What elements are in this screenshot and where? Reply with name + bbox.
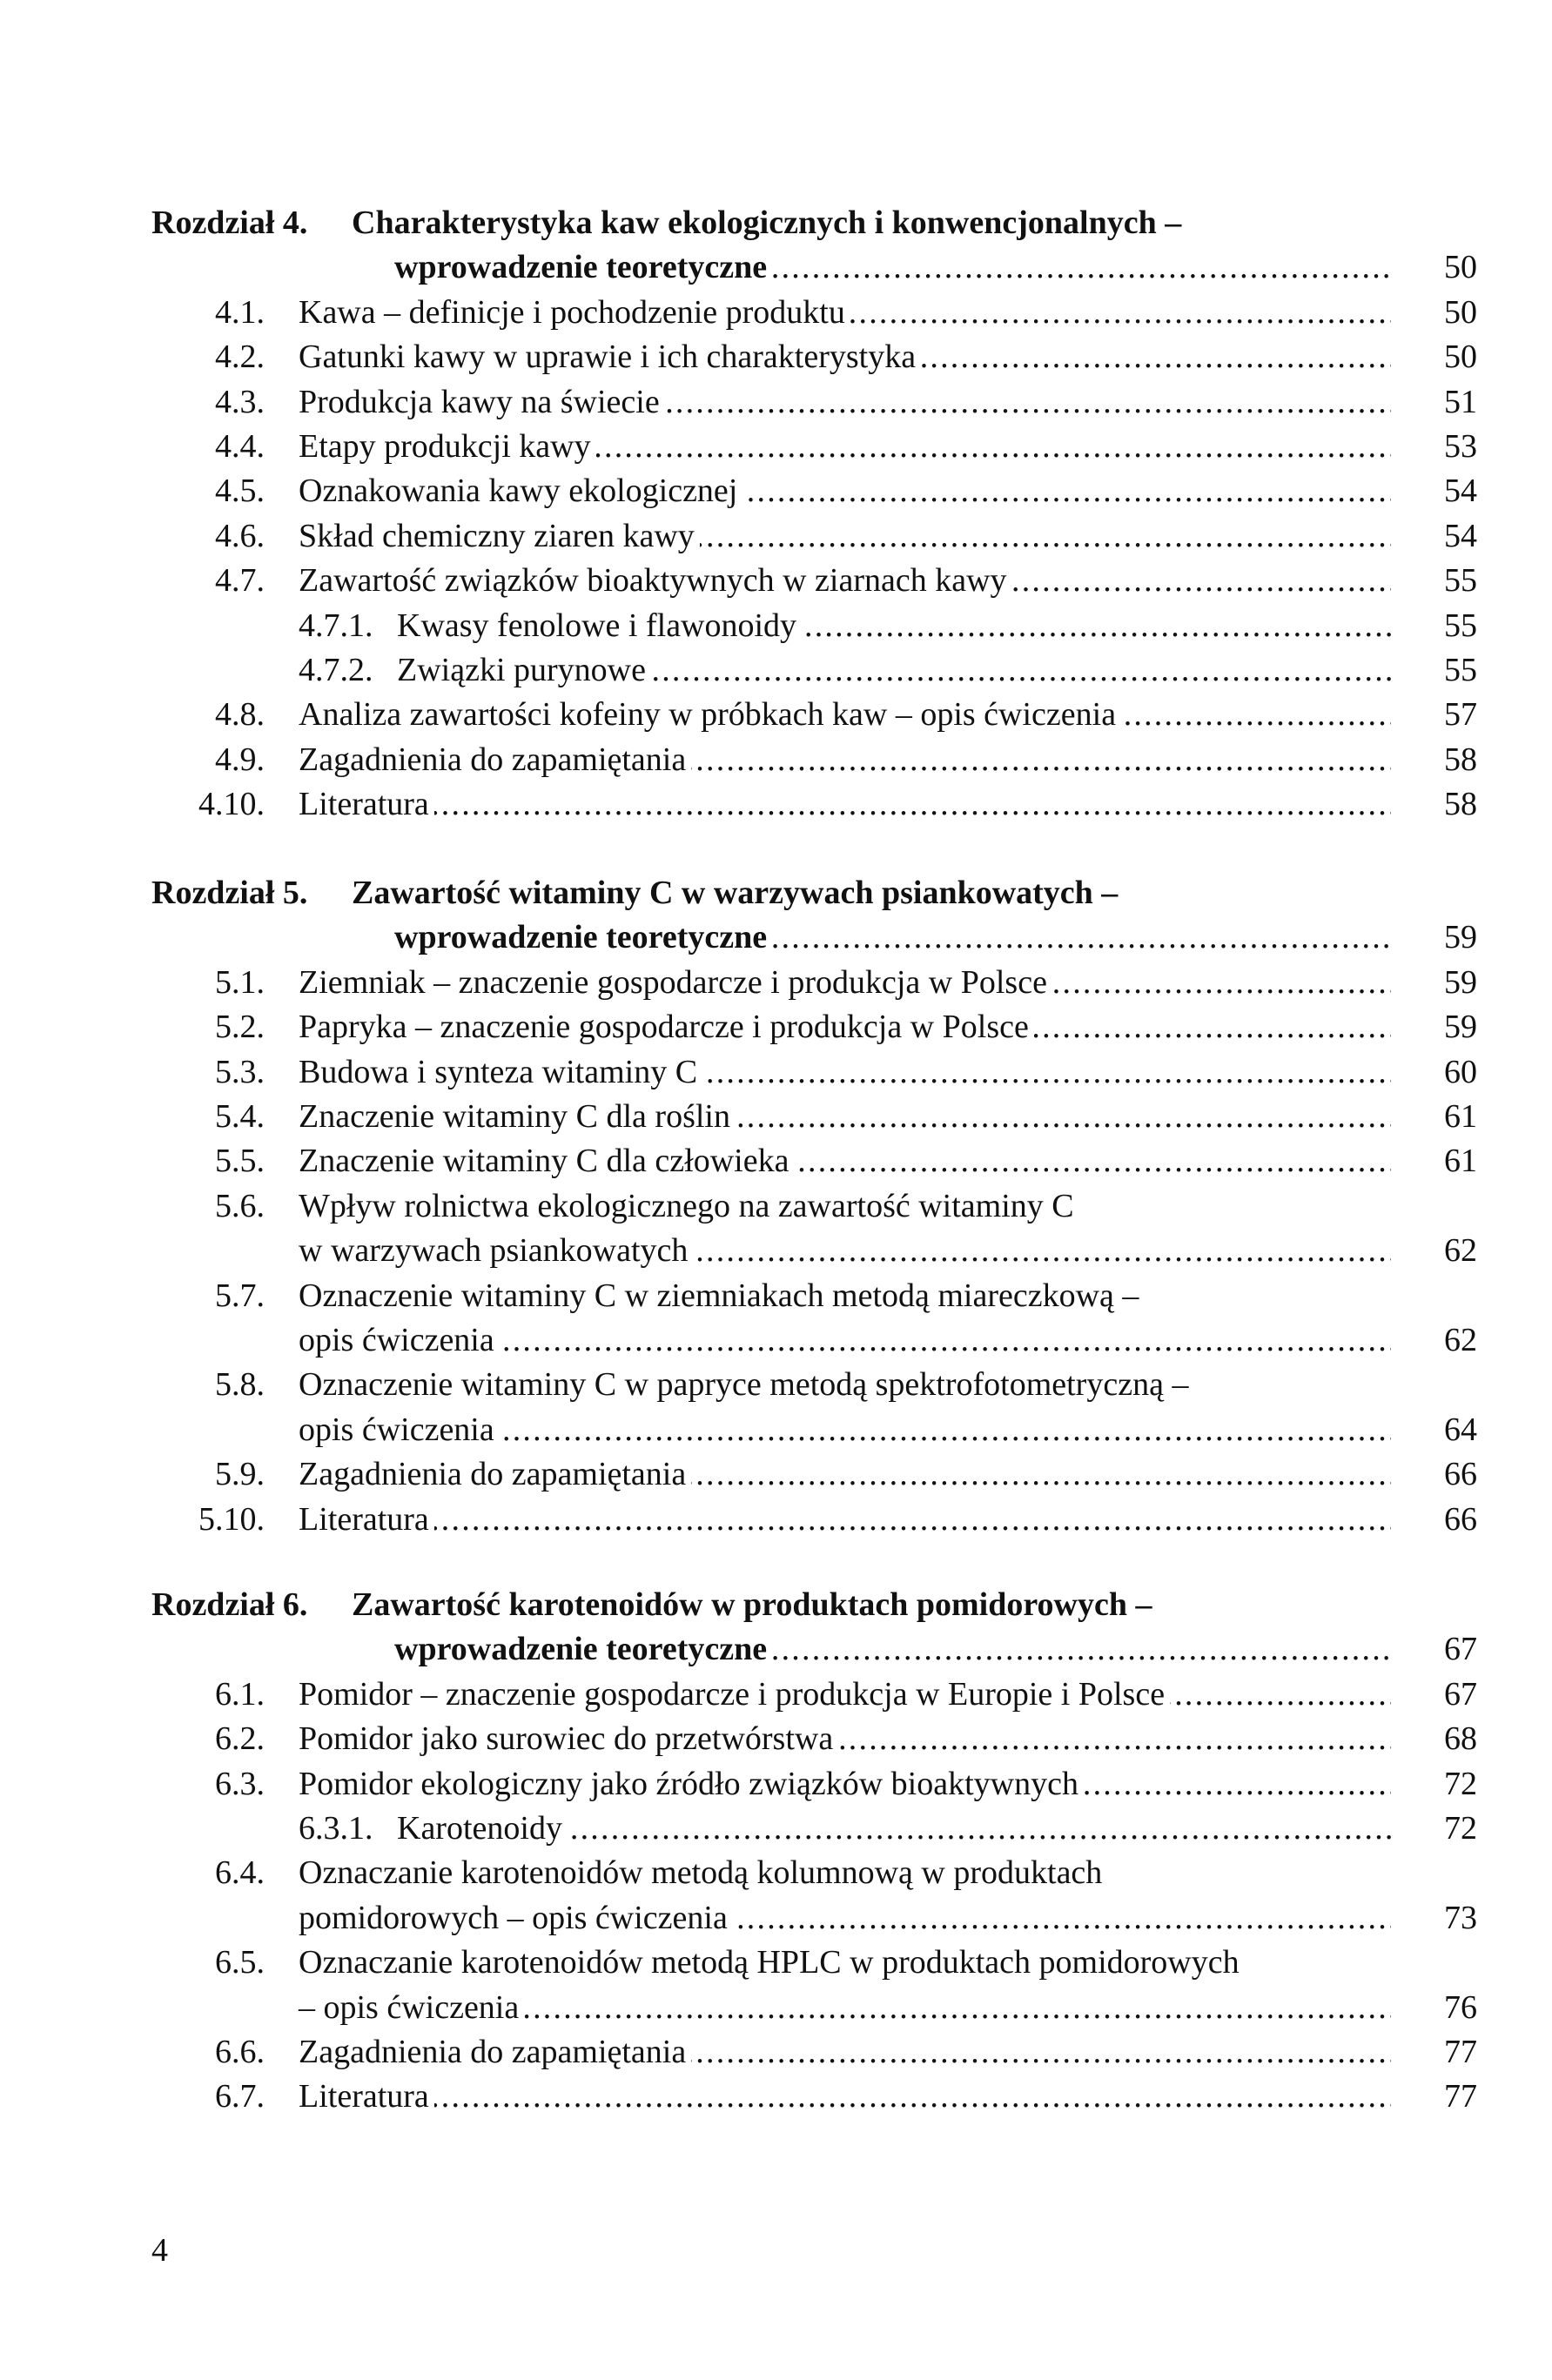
toc-section[interactable] (0, 1049, 1552, 1095)
section-page-number: 59 (1444, 963, 1477, 1001)
dot-leader (299, 781, 1391, 827)
section-title: Kawa – definicje i pochodzenie produktu (299, 290, 850, 335)
section-number: 5.8. (215, 1366, 265, 1404)
section-number: 6.1. (215, 1675, 265, 1713)
page-number: 4 (151, 2232, 168, 2269)
toc-section[interactable] (0, 513, 1552, 559)
section-page-number: 55 (1444, 562, 1477, 600)
section-title: Związki purynowe (397, 647, 651, 693)
section-page-number: 72 (1444, 1765, 1477, 1802)
section-number: 5.2. (215, 1009, 265, 1046)
toc-section[interactable] (0, 1004, 1552, 1049)
section-number: 5.6. (215, 1187, 265, 1224)
section-title: Oznaczenie witaminy C w ziemniakach metodą miareczkową – (299, 1273, 1144, 1318)
chapter-label: Rozdział 4. (151, 204, 308, 241)
section-title-continuation: – opis ćwiczenia (299, 1985, 524, 2030)
toc-section[interactable] (0, 737, 1552, 782)
section-title: Etapy produkcji kawy (299, 424, 596, 469)
section-number: 4.7.1. (299, 607, 373, 644)
toc-section[interactable] (0, 1451, 1552, 1497)
toc-section-continuation[interactable] (0, 1895, 1552, 1941)
section-number: 5.7. (215, 1277, 265, 1314)
section-page-number: 61 (1444, 1098, 1477, 1135)
section-page-number: 54 (1444, 517, 1477, 554)
section-number: 5.5. (215, 1143, 265, 1180)
toc-section[interactable] (0, 692, 1552, 737)
section-title-continuation: opis ćwiczenia (299, 1317, 500, 1363)
chapter-title: Charakterystyka kaw ekologicznych i konwencjonalnych – (352, 200, 1186, 245)
section-number: 5.10. (198, 1500, 265, 1538)
section-title: Literatura (299, 2074, 434, 2119)
section-page-number: 73 (1444, 1899, 1477, 1936)
section-title: Oznaczanie karotenoidów metodą HPLC w produktach pomidorowych (299, 1940, 1245, 1985)
section-title-continuation: opis ćwiczenia (299, 1407, 500, 1452)
section-title: Zagadnienia do zapamiętania (299, 2029, 691, 2075)
section-number: 6.3. (215, 1765, 265, 1802)
chapter-page-number: 67 (1444, 1631, 1477, 1668)
section-number: 4.10. (198, 786, 265, 823)
section-page-number: 76 (1444, 1988, 1477, 2026)
section-page-number: 58 (1444, 786, 1477, 823)
section-number: 4.3. (215, 383, 265, 420)
section-page-number: 61 (1444, 1143, 1477, 1180)
toc-subsection[interactable] (0, 603, 1552, 648)
section-title: Oznakowania kawy ekologicznej (299, 468, 742, 513)
toc-section[interactable] (0, 781, 1552, 827)
toc-section[interactable] (0, 2074, 1552, 2119)
section-title-continuation: pomidorowych – opis ćwiczenia (299, 1895, 733, 1941)
section-page-number: 50 (1444, 339, 1477, 376)
section-page-number: 55 (1444, 652, 1477, 688)
section-title: Znaczenie witaminy C dla człowieka (299, 1138, 794, 1183)
section-number: 5.9. (215, 1456, 265, 1493)
section-title: Oznaczanie karotenoidów metodą kolumnową w produktach (299, 1850, 1107, 1895)
chapter-heading[interactable] (0, 870, 1552, 915)
chapter-label: Rozdział 5. (151, 875, 308, 911)
toc-section[interactable] (0, 1850, 1552, 1895)
toc-subsection[interactable] (0, 647, 1552, 693)
toc-section[interactable] (0, 960, 1552, 1005)
section-page-number: 54 (1444, 473, 1477, 510)
toc-section[interactable] (0, 1362, 1552, 1407)
section-number: 6.4. (215, 1854, 265, 1892)
section-page-number: 68 (1444, 1720, 1477, 1758)
toc-section[interactable] (0, 424, 1552, 469)
chapter-heading-continuation[interactable] (0, 245, 1552, 290)
toc-section[interactable] (0, 1273, 1552, 1318)
toc-section-continuation[interactable] (0, 1407, 1552, 1452)
chapter-title-continuation: wprowadzenie teoretyczne (394, 1626, 772, 1672)
section-title: Oznaczenie witaminy C w papryce metodą spektrofotometryczną – (299, 1362, 1193, 1407)
chapter-heading[interactable] (0, 1582, 1552, 1627)
section-page-number: 66 (1444, 1456, 1477, 1493)
toc-section[interactable] (0, 1094, 1552, 1139)
section-page-number: 72 (1444, 1810, 1477, 1847)
toc-section-continuation[interactable] (0, 1985, 1552, 2030)
chapter-page-number: 50 (1444, 249, 1477, 286)
section-number: 6.2. (215, 1720, 265, 1758)
chapter-page-number: 59 (1444, 919, 1477, 956)
section-page-number: 51 (1444, 383, 1477, 420)
section-number: 5.1. (215, 963, 265, 1001)
chapter-title-continuation: wprowadzenie teoretyczne (394, 245, 772, 290)
section-number: 6.5. (215, 1944, 265, 1981)
section-title: Kwasy fenolowe i flawonoidy (397, 603, 802, 648)
toc-section[interactable] (0, 468, 1552, 513)
chapter-title-continuation: wprowadzenie teoretyczne (394, 915, 772, 960)
section-title: Gatunki kawy w uprawie i ich charakterystyka (299, 334, 921, 379)
toc-section[interactable] (0, 1672, 1552, 1717)
section-number: 6.7. (215, 2078, 265, 2115)
section-number: 4.6. (215, 517, 265, 554)
toc-section[interactable] (0, 1761, 1552, 1807)
section-title: Produkcja kawy na świecie (299, 379, 665, 425)
dot-leader (299, 2074, 1391, 2119)
section-title: Pomidor jako surowiec do przetwórstwa (299, 1716, 838, 1761)
section-title: Zawartość związków bioaktywnych w ziarnach kawy (299, 558, 1012, 603)
chapter-title: Zawartość karotenoidów w produktach pomidorowych – (352, 1582, 1157, 1627)
toc-section[interactable] (0, 1940, 1552, 1985)
section-number: 5.3. (215, 1053, 265, 1090)
dot-leader (299, 1497, 1391, 1542)
toc-section[interactable] (0, 334, 1552, 379)
chapter-heading-continuation[interactable] (0, 915, 1552, 960)
section-title: Literatura (299, 1497, 434, 1542)
section-page-number: 66 (1444, 1500, 1477, 1538)
toc-section[interactable] (0, 290, 1552, 335)
chapter-title: Zawartość witaminy C w warzywach psiankowatych – (352, 870, 1123, 915)
section-title: Ziemniak – znaczenie gospodarcze i produkcja w Polsce (299, 960, 1052, 1005)
toc-section[interactable] (0, 1716, 1552, 1761)
section-page-number: 53 (1444, 428, 1477, 465)
section-page-number: 50 (1444, 293, 1477, 331)
section-page-number: 62 (1444, 1322, 1477, 1358)
toc-section[interactable] (0, 2029, 1552, 2075)
section-page-number: 60 (1444, 1053, 1477, 1090)
section-title: Pomidor – znaczenie gospodarcze i produkcja w Europie i Polsce (299, 1672, 1170, 1717)
section-title: Znaczenie witaminy C dla roślin (299, 1094, 736, 1139)
section-page-number: 57 (1444, 696, 1477, 734)
toc-section-continuation[interactable] (0, 1317, 1552, 1363)
section-number: 4.5. (215, 473, 265, 510)
section-page-number: 58 (1444, 741, 1477, 778)
section-page-number: 55 (1444, 607, 1477, 644)
section-title: Karotenoidy (397, 1806, 568, 1851)
toc-section[interactable] (0, 558, 1552, 603)
toc-section[interactable] (0, 1138, 1552, 1183)
section-title: Analiza zawartości kofeiny w próbkach kaw – opis ćwiczenia (299, 692, 1121, 737)
section-page-number: 64 (1444, 1411, 1477, 1448)
toc-section-continuation[interactable] (0, 1228, 1552, 1273)
section-number: 4.2. (215, 339, 265, 376)
section-number: 6.3.1. (299, 1810, 373, 1847)
section-number: 4.4. (215, 428, 265, 465)
section-page-number: 77 (1444, 2078, 1477, 2115)
section-number: 4.7.2. (299, 652, 373, 688)
chapter-heading-continuation[interactable] (0, 1626, 1552, 1672)
toc-section[interactable] (0, 1183, 1552, 1229)
toc-subsection[interactable] (0, 1806, 1552, 1851)
toc-section[interactable] (0, 379, 1552, 425)
chapter-label: Rozdział 6. (151, 1586, 308, 1623)
section-page-number: 77 (1444, 2034, 1477, 2070)
section-title: Papryka – znaczenie gospodarcze i produkcja w Polsce (299, 1004, 1034, 1049)
section-title: Wpływ rolnictwa ekologicznego na zawartość witaminy C (299, 1183, 1079, 1229)
section-number: 4.8. (215, 696, 265, 734)
section-page-number: 67 (1444, 1675, 1477, 1713)
section-page-number: 62 (1444, 1232, 1477, 1270)
section-title: Zagadnienia do zapamiętania (299, 1451, 691, 1497)
section-title: Budowa i synteza witaminy C (299, 1049, 702, 1095)
section-number: 4.7. (215, 562, 265, 600)
section-number: 5.4. (215, 1098, 265, 1135)
toc-section[interactable] (0, 1497, 1552, 1542)
section-page-number: 59 (1444, 1009, 1477, 1046)
section-title: Zagadnienia do zapamiętania (299, 737, 691, 782)
section-title-continuation: w warzywach psiankowatych (299, 1228, 693, 1273)
section-title: Pomidor ekologiczny jako źródło związków bioaktywnych (299, 1761, 1084, 1807)
section-title: Skład chemiczny ziaren kawy (299, 513, 700, 559)
section-number: 4.1. (215, 293, 265, 331)
section-number: 6.6. (215, 2034, 265, 2070)
section-number: 4.9. (215, 741, 265, 778)
chapter-heading[interactable] (0, 200, 1552, 245)
section-title: Literatura (299, 781, 434, 827)
